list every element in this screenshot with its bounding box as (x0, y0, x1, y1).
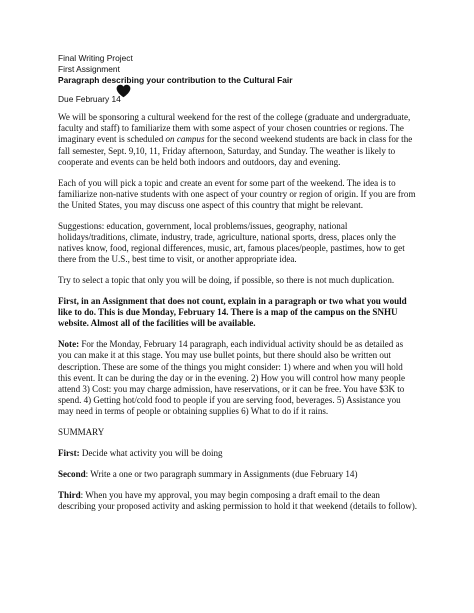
duplication-paragraph: Try to select a topic that only you will be doing, if possible, so there is not much duplication. (58, 275, 395, 286)
topic-paragraph: Each of you will pick a topic and create an event for some part of the weekend. The idea is to familiarize non-native students with one aspect of your country or region of origin. If you are from the United States, you may discuss one aspect of this country that might be relevant. (58, 177, 416, 211)
note-label: Note: (58, 339, 80, 350)
header-subject: Paragraph describing your contribution to the Cultural Fair (58, 75, 293, 85)
summary-heading: SUMMARY (58, 427, 105, 438)
due-date: Due February 14 (58, 94, 121, 104)
summary-second-text: : Write a one or two paragraph summary in Assignments (due February 14) (85, 468, 358, 479)
document-header (58, 53, 438, 86)
first-assignment-paragraph: First, in an Assignment that does not count, explain in a paragraph or two what you would like to do. This is due Monday, February 14. There is a map of the campus on the SNHU website. Almost all of the facilities will be available. (58, 296, 407, 329)
summary-first-text: Decide what activity you will be doing (79, 448, 223, 459)
intro-text-b: for the second weekend students are back in class for the fall semester, Sept. 9,10, 11, Friday afternoon, Saturday, and Sunday. The weather is likely to cooperate and events can be held both indoors and outdoors, day and evening. (58, 134, 413, 167)
note-paragraph (58, 339, 418, 417)
summary-third (58, 490, 418, 512)
summary-second-label: Second (58, 468, 86, 479)
summary-third-label: Third (58, 489, 81, 500)
header-assignment: First Assignment (58, 64, 120, 74)
intro-emphasis: on campus (165, 134, 205, 145)
header-title: Final Writing Project (58, 53, 133, 63)
suggestions-paragraph: Suggestions: education, government, local problems/issues, geography, national holidays/traditions, climate, industry, trade, agriculture, national sports, dress, places only the natives know, food, regional differences, music, art, famous places/people, pastimes, how to get there from the U.S., best time to visit, or another appropriate idea. (58, 220, 405, 265)
note-text: For the Monday, February 14 paragraph, each individual activity should be as detailed as you can make it at this stage. You may use bullet points, but there should also be written out description. These are some of the things you might consider: 1) where and when you will hold this event. It can be during the day or in the evening. 2) How you will control how many people attend 3) Cost: you may charge admission, have reservations, or it can be free. You have $3K to spend. 4) Getting hot/cold food to people if you are serving food, beverages. 5) Assistance you may need in terms of people or obtaining supplies 6) What to do if it rains. (58, 339, 405, 417)
intro-text-a: We will be sponsoring a cultural weekend for the rest of the college (graduate and undergraduate, faculty and staff) to familiarize them with some aspect of your chosen countries or regions. The imaginary event is scheduled (58, 112, 411, 145)
summary-third-text: : When you have my approval, you may begin composing a draft email to the dean describing your proposed activity and asking permission to hold it that weekend (details to follow). (58, 489, 418, 511)
summary-first (58, 448, 418, 459)
summary-first-label: First: (58, 448, 80, 459)
intro-paragraph (58, 112, 418, 168)
document-body (58, 112, 418, 522)
heart-icon (116, 84, 131, 98)
summary-second (58, 469, 418, 480)
